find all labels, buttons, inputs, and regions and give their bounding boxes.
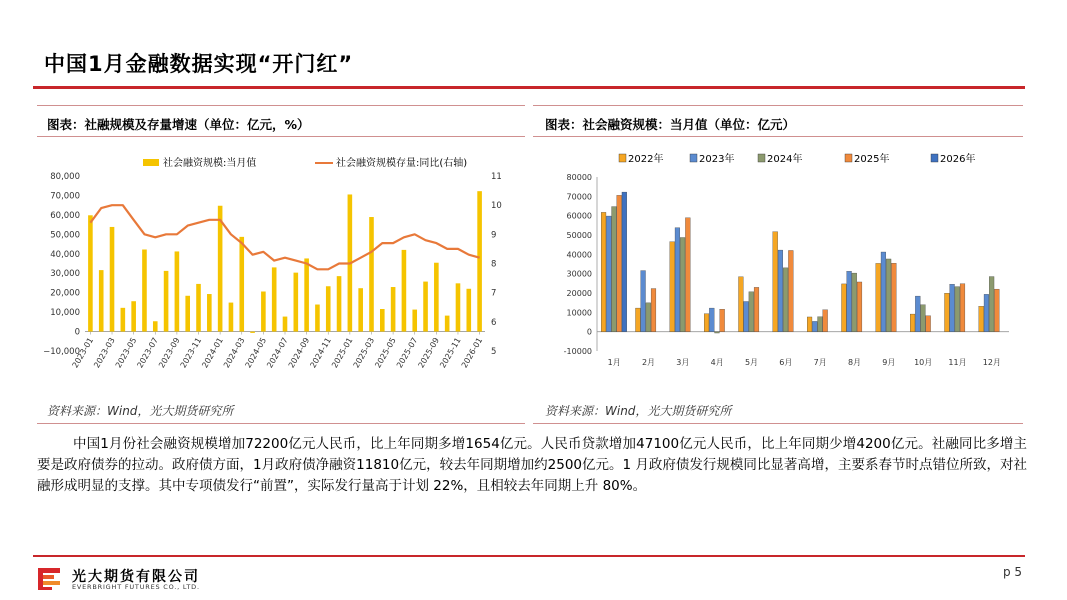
left-panel-bottom-divider — [37, 423, 525, 424]
x-tick-label-2024-03: 2024-03 — [221, 336, 247, 370]
left-y-tick-label: 10,000 — [50, 308, 80, 319]
bar-2023-08 — [164, 271, 169, 332]
bar-5月-2022年 — [739, 277, 744, 332]
bar-3月-2025年 — [685, 218, 690, 332]
bar-2024-12 — [337, 276, 342, 331]
bar-12月-2023年 — [984, 294, 989, 331]
x-tick-label-2023-01: 2023-01 — [70, 336, 96, 370]
x-tick-label-2023-03: 2023-03 — [92, 336, 117, 370]
x-tick-label-2024-11: 2024-11 — [308, 336, 333, 370]
everbright-logo-icon — [36, 566, 62, 592]
bar-2026-01 — [477, 191, 482, 331]
bar-9月-2025年 — [891, 263, 896, 331]
legend-swatch-2025年 — [845, 154, 852, 162]
legend-label-2022年: 2022年 — [628, 154, 664, 165]
bar-8月-2024年 — [852, 273, 857, 332]
x-tick-label-2025-05: 2025-05 — [373, 336, 398, 370]
bar-2025-12 — [466, 289, 471, 332]
right-chart-title: 图表：社会融资规模：当月值（单位：亿元） — [545, 117, 796, 132]
x-tick-label-2024-07: 2024-07 — [265, 336, 290, 370]
x-tick-label-2023-09: 2023-09 — [157, 336, 182, 370]
bar-6月-2022年 — [773, 232, 778, 332]
bar-5月-2025年 — [754, 287, 759, 331]
x-tick-label-2月: 2月 — [641, 358, 656, 367]
bar-2023-06 — [142, 250, 147, 332]
left-y-tick-label: 30,000 — [50, 269, 80, 280]
bar-2024-01 — [218, 206, 223, 332]
right-y-tick-label: 10 — [491, 201, 502, 212]
bar-10月-2025年 — [926, 316, 931, 332]
x-tick-label-2023-05: 2023-05 — [113, 336, 139, 370]
x-tick-label-11月: 11月 — [948, 358, 967, 367]
legend-label-2025年: 2025年 — [854, 154, 890, 165]
y-tick-label: 30000 — [566, 269, 592, 279]
bar-1月-2022年 — [601, 212, 606, 331]
y-tick-label: 20000 — [566, 289, 592, 298]
bar-2月-2023年 — [641, 271, 646, 332]
left-chart-source: 资料来源：Wind，光大期货研究所 — [47, 404, 234, 418]
x-tick-label-12月: 12月 — [982, 358, 1001, 367]
x-tick-label-2025-01: 2025-01 — [330, 336, 355, 370]
bar-7月-2022年 — [807, 317, 812, 332]
x-tick-label-2023-07: 2023-07 — [135, 336, 161, 370]
left-panel-top-divider — [37, 105, 525, 106]
bar-9月-2023年 — [881, 252, 886, 332]
x-tick-label-1月: 1月 — [607, 358, 621, 367]
bar-1月-2025年 — [617, 195, 622, 331]
legend-swatch-2023年 — [690, 154, 697, 162]
legend-swatch-monthly — [143, 159, 159, 166]
bar-2023-04 — [121, 308, 126, 332]
bar-2024-06 — [272, 267, 277, 331]
legend-label-stock-yoy: 社会融资规模存量:同比(右轴) — [336, 158, 468, 169]
bar-2023-11 — [196, 284, 201, 332]
right-y-tick-label: 5 — [491, 347, 497, 357]
bar-2024-11 — [326, 286, 331, 331]
bar-2025-11 — [456, 283, 461, 331]
y-tick-label: 70000 — [566, 192, 592, 202]
left-y-tick-label: 50,000 — [50, 230, 80, 241]
left-y-tick-label: 60,000 — [50, 210, 80, 221]
right-panel-header-divider — [533, 136, 1023, 137]
bar-6月-2023年 — [778, 250, 783, 332]
bar-7月-2025年 — [823, 310, 828, 332]
bar-10月-2023年 — [915, 296, 920, 332]
y-tick-label: 80000 — [566, 173, 592, 182]
bar-4月-2022年 — [704, 314, 709, 332]
bar-2023-10 — [185, 296, 190, 332]
right-y-tick-label: 11 — [491, 172, 502, 182]
bar-2024-09 — [304, 258, 309, 331]
title-divider — [33, 86, 1025, 89]
x-tick-label-9月: 9月 — [882, 358, 896, 367]
bar-2月-2025年 — [651, 289, 656, 332]
bar-2025-06 — [402, 250, 407, 332]
bar-3月-2024年 — [680, 238, 685, 332]
bar-2023-03 — [110, 227, 115, 332]
y-tick-label: 10000 — [566, 308, 592, 318]
bar-2024-03 — [239, 237, 244, 332]
left-y-tick-label: 20,000 — [50, 288, 80, 299]
x-tick-label-3月: 3月 — [676, 358, 690, 367]
bar-8月-2022年 — [842, 284, 847, 332]
y-tick-label: 50000 — [566, 231, 592, 240]
bar-5月-2023年 — [744, 302, 749, 332]
x-tick-label-2024-09: 2024-09 — [286, 336, 312, 370]
social-financing-combo-chart — [37, 140, 525, 380]
bar-7月-2023年 — [812, 321, 817, 331]
stock-yoy-line — [90, 205, 479, 269]
bar-2025-03 — [369, 217, 374, 332]
left-y-tick-label: 70,000 — [50, 191, 80, 202]
bar-4月-2024年 — [715, 332, 720, 333]
bar-12月-2024年 — [989, 277, 994, 332]
right-panel-top-divider — [533, 105, 1023, 106]
left-panel-header-divider — [37, 136, 525, 137]
x-tick-label-7月: 7月 — [813, 358, 827, 367]
bar-12月-2025年 — [994, 289, 999, 332]
bar-2025-09 — [434, 263, 439, 332]
bar-2024-08 — [294, 273, 299, 332]
bar-2024-02 — [229, 303, 234, 332]
bar-3月-2023年 — [675, 228, 680, 332]
bar-11月-2022年 — [945, 293, 950, 331]
x-tick-label-2023-11: 2023-11 — [178, 336, 204, 370]
right-y-tick-label: 6 — [491, 317, 497, 328]
x-tick-label-6月: 6月 — [779, 358, 793, 367]
x-tick-label-2024-05: 2024-05 — [243, 336, 269, 370]
y-tick-label: 60000 — [566, 211, 592, 221]
bar-2023-01 — [88, 215, 93, 331]
bar-11月-2023年 — [950, 284, 955, 331]
monthly-social-financing-bar-chart — [533, 140, 1023, 380]
bar-2025-10 — [445, 316, 450, 332]
footer-divider — [33, 555, 1025, 557]
left-y-tick-label: 0 — [74, 327, 80, 338]
bar-1月-2023年 — [606, 216, 611, 332]
x-tick-label-2025-11: 2025-11 — [438, 336, 463, 370]
bar-2023-05 — [131, 301, 136, 331]
bar-11月-2024年 — [955, 287, 960, 332]
bar-1月-2026年 — [622, 192, 627, 332]
right-chart-source: 资料来源：Wind，光大期货研究所 — [545, 404, 732, 418]
bar-2024-04 — [250, 332, 255, 333]
page-number: p 5 — [1003, 565, 1023, 579]
left-y-tick-label: 80,000 — [50, 172, 80, 182]
bar-2023-02 — [99, 270, 104, 331]
x-tick-label-4月: 4月 — [710, 358, 724, 367]
bar-2025-08 — [423, 282, 428, 332]
x-tick-label-2024-01: 2024-01 — [200, 336, 225, 370]
left-y-tick-label: −10,000 — [43, 347, 80, 357]
bar-10月-2022年 — [910, 314, 915, 332]
bar-2025-05 — [391, 287, 396, 332]
x-tick-label-2025-07: 2025-07 — [394, 336, 420, 370]
legend-swatch-2026年 — [931, 154, 938, 162]
bar-8月-2023年 — [847, 271, 852, 331]
bar-12月-2022年 — [979, 306, 984, 331]
bar-2月-2024年 — [646, 303, 651, 332]
legend-label-2024年: 2024年 — [767, 154, 803, 165]
bar-2024-05 — [261, 292, 266, 332]
legend-label-monthly: 社会融资规模:当月值 — [163, 158, 257, 169]
bar-2月-2022年 — [636, 308, 641, 332]
x-tick-label-2025-03: 2025-03 — [351, 336, 377, 370]
left-y-tick-label: 40,000 — [50, 249, 80, 260]
bar-2024-10 — [315, 305, 320, 332]
left-chart-title: 图表：社融规模及存量增速（单位：亿元，%） — [47, 117, 310, 132]
analysis-paragraph: 中国1月份社会融资规模增加72200亿元人民币，比上年同期多增1654亿元。人民币贷款增加47100亿元人民币，比上年同期少增4200亿元。社融同比多增主要是政府债券的拉动。政府债方面，1月政府债净融资11810亿元，较去年同期增加约2500亿元。1 月政府债发行规模同比显著高增，主要系春节时点错位所致，对社融形成明显的支撑。其中专项债发行“前置”，实际发行量高于计划 22%，且相较去年同期上升 80%。 — [37, 436, 1027, 494]
legend-swatch-2024年 — [758, 154, 765, 162]
company-name-cn: 光大期货有限公司 — [72, 569, 200, 585]
bar-2024-07 — [283, 317, 288, 332]
bar-6月-2025年 — [788, 250, 793, 331]
bar-3月-2022年 — [670, 242, 675, 332]
right-y-tick-label: 9 — [491, 230, 497, 241]
legend-label-2023年: 2023年 — [699, 154, 735, 165]
y-tick-label: 40000 — [566, 250, 592, 260]
bar-2023-07 — [153, 321, 158, 331]
bar-10月-2024年 — [921, 305, 926, 332]
bar-8月-2025年 — [857, 282, 862, 332]
right-y-tick-label: 7 — [491, 288, 497, 299]
bar-1月-2024年 — [612, 207, 617, 332]
right-panel-bottom-divider — [533, 423, 1023, 424]
company-name-en: EVERBRIGHT FUTURES CO., LTD. — [72, 583, 200, 591]
legend-swatch-2022年 — [619, 154, 626, 162]
bar-2025-02 — [358, 288, 363, 331]
x-tick-label-10月: 10月 — [914, 358, 933, 367]
bar-2023-12 — [207, 294, 212, 332]
bar-2023-09 — [175, 251, 180, 331]
y-tick-label: 0 — [586, 327, 592, 337]
bar-7月-2024年 — [818, 317, 823, 332]
right-y-tick-label: 8 — [491, 259, 497, 270]
bar-2025-07 — [412, 310, 417, 332]
x-tick-label-5月: 5月 — [744, 358, 759, 367]
bar-11月-2025年 — [960, 284, 965, 332]
x-tick-label-2025-09: 2025-09 — [416, 336, 442, 370]
bar-9月-2024年 — [886, 259, 891, 332]
bar-4月-2023年 — [709, 308, 714, 332]
legend-label-2026年: 2026年 — [940, 154, 976, 165]
x-tick-label-8月: 8月 — [847, 358, 862, 367]
page-title: 中国1月金融数据实现“开门红” — [44, 52, 354, 76]
bar-4月-2025年 — [720, 309, 725, 331]
bar-2025-04 — [380, 309, 385, 332]
bar-6月-2024年 — [783, 268, 788, 332]
bar-9月-2022年 — [876, 263, 881, 331]
bar-5月-2024年 — [749, 292, 754, 332]
y-tick-label: -10000 — [563, 347, 592, 356]
x-tick-label-2026-01: 2026-01 — [459, 336, 485, 370]
